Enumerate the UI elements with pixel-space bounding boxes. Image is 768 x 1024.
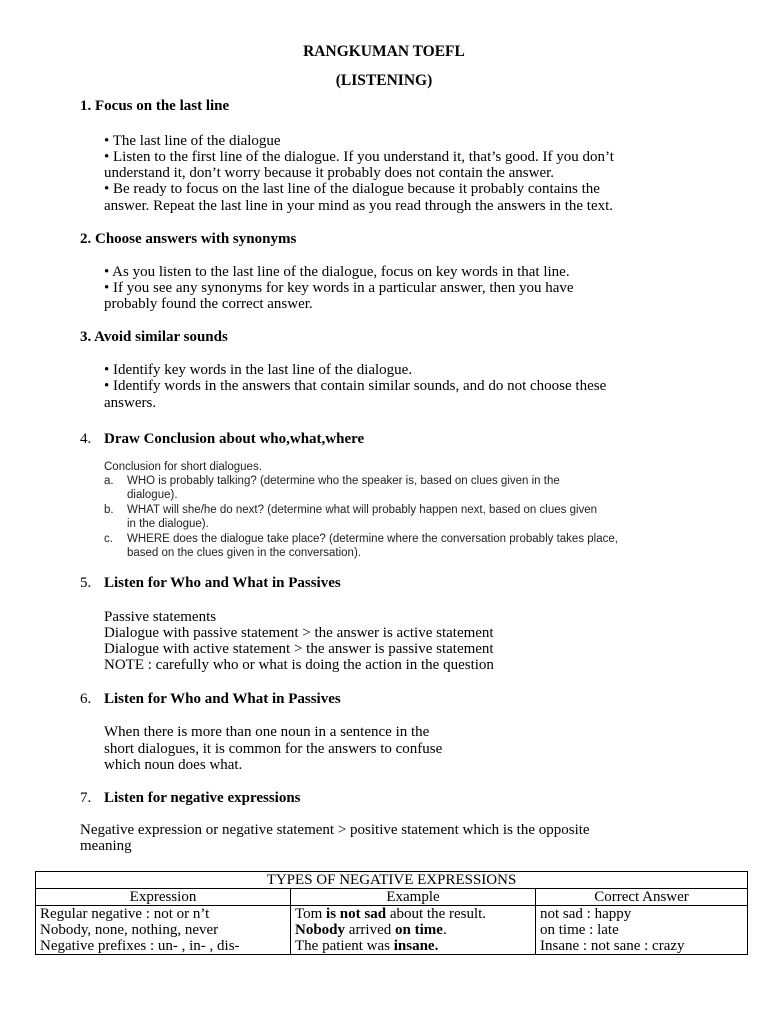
list-item: WHERE does the dialogue take place? (determine where the conversation probably takes place, [127, 533, 618, 545]
answer-line: on time : late [540, 922, 619, 938]
expression-line: Nobody, none, nothing, never [40, 922, 219, 938]
section-2-line: probably found the correct answer. [104, 296, 313, 312]
section-2-line: • As you listen to the last line of the dialogue, focus on key words in that line. [104, 264, 570, 280]
section-2-heading: 2. Choose answers with synonyms [80, 231, 297, 247]
expression-cell [36, 906, 291, 955]
example-emphasis: insane. [393, 938, 439, 954]
section-3-line: answers. [104, 395, 157, 411]
column-header-correct-answer: Correct Answer [536, 889, 748, 906]
section-6-line: short dialogues, it is common for the answers to confuse [104, 741, 443, 757]
example-line [295, 938, 531, 954]
list-item: dialogue). [127, 489, 178, 501]
section-7-line: Negative expression or negative statement > positive statement which is the opposite [80, 822, 590, 838]
example-line [295, 906, 531, 922]
list-item: in the dialogue). [127, 518, 209, 530]
page-title: RANGKUMAN TOEFL [303, 43, 465, 60]
section-6-number: 6. [80, 691, 92, 707]
section-5-heading: Listen for Who and What in Passives [104, 575, 341, 591]
example-text: arrived [345, 922, 396, 938]
section-4-heading: Draw Conclusion about who,what,where [104, 431, 365, 447]
section-3-line: • Identify key words in the last line of the dialogue. [104, 362, 413, 378]
list-marker: a. [104, 475, 114, 487]
section-4-intro: Conclusion for short dialogues. [104, 461, 262, 473]
section-4-number: 4. [80, 431, 92, 447]
section-5-line: Dialogue with active statement > the answer is passive statement [104, 641, 494, 657]
section-3-line: • Identify words in the answers that contain similar sounds, and do not choose these [104, 378, 607, 394]
example-emphasis: on time [395, 922, 443, 938]
section-1-line: • Listen to the first line of the dialogue. If you understand it, that’s good. If you don’t [104, 149, 614, 165]
example-line [295, 922, 531, 938]
table-caption-row [36, 872, 748, 889]
example-text: about the result. [386, 906, 487, 922]
table-row [36, 906, 748, 955]
section-1-line: answer. Repeat the last line in your mind as you read through the answers in the text. [104, 198, 614, 214]
section-1-line: • Be ready to focus on the last line of the dialogue because it probably contains the [104, 181, 600, 197]
section-5-line: Dialogue with passive statement > the answer is active statement [104, 625, 494, 641]
section-5-number: 5. [80, 575, 92, 591]
section-3-heading: 3. Avoid similar sounds [80, 329, 228, 345]
section-5-line: Passive statements [104, 609, 217, 625]
section-7-heading: Listen for negative expressions [104, 790, 301, 806]
section-1-line: understand it, don’t worry because it probably does not contain the answer. [104, 165, 555, 181]
table-caption: TYPES OF NEGATIVE EXPRESSIONS [36, 872, 748, 889]
expression-line: Regular negative : not or n’t [40, 906, 210, 922]
section-1-heading: 1. Focus on the last line [80, 98, 230, 114]
list-marker: c. [104, 533, 113, 545]
list-item: based on the clues given in the conversation). [127, 547, 361, 559]
answer-line: not sad : happy [540, 906, 632, 922]
section-6-heading: Listen for Who and What in Passives [104, 691, 341, 707]
list-item: WHAT will she/he do next? (determine what will probably happen next, based on clues given [127, 504, 598, 516]
example-text: . [442, 922, 447, 938]
negative-expressions-table [35, 871, 748, 955]
list-item: WHO is probably talking? (determine who the speaker is, based on clues given in the [127, 475, 560, 487]
answer-cell [536, 906, 748, 955]
list-marker: b. [104, 504, 114, 516]
column-header-expression: Expression [36, 889, 291, 906]
section-7-line: meaning [80, 838, 132, 854]
example-text: Tom [295, 906, 327, 922]
example-emphasis: is not sad [326, 906, 387, 922]
example-text: The patient was [295, 938, 394, 954]
section-6-line: When there is more than one noun in a sentence in the [104, 724, 430, 740]
expression-line: Negative prefixes : un- , in- , dis- [40, 938, 240, 954]
column-header-example: Example [291, 889, 536, 906]
section-7-number: 7. [80, 790, 92, 806]
section-6-line: which noun does what. [104, 757, 243, 773]
section-5-line: NOTE : carefully who or what is doing the action in the question [104, 657, 494, 673]
table-header-row [36, 889, 748, 906]
page-subtitle: (LISTENING) [335, 72, 433, 89]
answer-line: Insane : not sane : crazy [540, 938, 685, 954]
example-emphasis: Nobody [295, 922, 346, 938]
example-cell [291, 906, 536, 955]
section-1-line: • The last line of the dialogue [104, 133, 281, 149]
section-2-line: • If you see any synonyms for key words in a particular answer, then you have [104, 280, 574, 296]
